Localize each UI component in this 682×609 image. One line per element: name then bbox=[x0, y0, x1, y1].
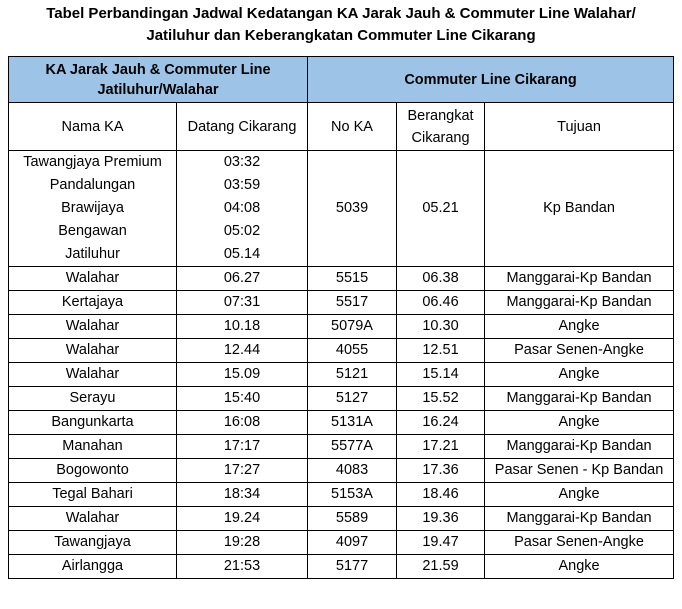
cell-berangkat: 06.38 bbox=[397, 267, 485, 291]
cell-nama-ka: Pandalungan bbox=[9, 174, 177, 197]
schedule-rows bbox=[9, 267, 674, 579]
cell-nama-ka: Tawangjaya Premium bbox=[9, 151, 177, 175]
cell-no-ka: 5577A bbox=[308, 435, 397, 459]
cell-berangkat: 19.36 bbox=[397, 507, 485, 531]
header-group-left-line-2: Jatiluhur/Walahar bbox=[97, 81, 219, 98]
cell-datang: 21:53 bbox=[177, 555, 308, 579]
table-row bbox=[9, 411, 674, 435]
cell-tujuan: Manggarai-Kp Bandan bbox=[485, 291, 674, 315]
cell-datang: 18:34 bbox=[177, 483, 308, 507]
column-header-nama-ka: Nama KA bbox=[9, 103, 177, 151]
cell-nama-ka: Walahar bbox=[9, 267, 177, 291]
cell-berangkat: 15.52 bbox=[397, 387, 485, 411]
table-row bbox=[9, 483, 674, 507]
title-line-1: Tabel Perbandingan Jadwal Kedatangan KA Jarak Jauh & Commuter Line Walahar/ bbox=[46, 5, 636, 22]
cell-datang: 06.27 bbox=[177, 267, 308, 291]
page-title bbox=[0, 0, 682, 47]
cell-berangkat-merged: 05.21 bbox=[397, 151, 485, 267]
cell-no-ka: 5079A bbox=[308, 315, 397, 339]
schedule-table bbox=[8, 56, 674, 579]
cell-tujuan: Angke bbox=[485, 483, 674, 507]
table-row bbox=[9, 387, 674, 411]
cell-no-ka: 5153A bbox=[308, 483, 397, 507]
header-group-ka-jarak-jauh bbox=[9, 57, 308, 103]
table-row bbox=[9, 507, 674, 531]
title-line-2: Jatiluhur dan Keberangkatan Commuter Line Cikarang bbox=[146, 27, 536, 44]
cell-tujuan: Pasar Senen - Kp Bandan bbox=[485, 459, 674, 483]
cell-berangkat: 12.51 bbox=[397, 339, 485, 363]
cell-nama-ka: Jatiluhur bbox=[9, 243, 177, 267]
cell-nama-ka: Bogowonto bbox=[9, 459, 177, 483]
cell-tujuan: Manggarai-Kp Bandan bbox=[485, 267, 674, 291]
cell-berangkat: 18.46 bbox=[397, 483, 485, 507]
cell-nama-ka: Walahar bbox=[9, 507, 177, 531]
cell-datang: 15.09 bbox=[177, 363, 308, 387]
table-row bbox=[9, 459, 674, 483]
column-header-datang-cikarang: Datang Cikarang bbox=[177, 103, 308, 151]
column-header-berangkat-line-1: Berangkat bbox=[407, 107, 474, 124]
cell-no-ka: 5127 bbox=[308, 387, 397, 411]
cell-no-ka: 4055 bbox=[308, 339, 397, 363]
cell-datang: 05:02 bbox=[177, 220, 308, 243]
cell-tujuan: Angke bbox=[485, 363, 674, 387]
table-row bbox=[9, 363, 674, 387]
cell-tujuan-merged: Kp Bandan bbox=[485, 151, 674, 267]
table-row bbox=[9, 267, 674, 291]
cell-datang: 04:08 bbox=[177, 197, 308, 220]
table-row bbox=[9, 555, 674, 579]
table-row bbox=[9, 531, 674, 555]
cell-datang: 15:40 bbox=[177, 387, 308, 411]
table-row bbox=[9, 339, 674, 363]
cell-datang: 19:28 bbox=[177, 531, 308, 555]
cell-berangkat: 06.46 bbox=[397, 291, 485, 315]
cell-nama-ka: Airlangga bbox=[9, 555, 177, 579]
cell-nama-ka: Walahar bbox=[9, 363, 177, 387]
cell-tujuan: Angke bbox=[485, 555, 674, 579]
column-header-no-ka: No KA bbox=[308, 103, 397, 151]
cell-nama-ka: Bengawan bbox=[9, 220, 177, 243]
cell-nama-ka: Serayu bbox=[9, 387, 177, 411]
cell-berangkat: 16.24 bbox=[397, 411, 485, 435]
table-row bbox=[9, 315, 674, 339]
cell-nama-ka: Kertajaya bbox=[9, 291, 177, 315]
cell-no-ka: 5121 bbox=[308, 363, 397, 387]
header-group-commuter-cikarang: Commuter Line Cikarang bbox=[308, 57, 674, 103]
cell-nama-ka: Brawijaya bbox=[9, 197, 177, 220]
table-row bbox=[9, 435, 674, 459]
table-row bbox=[9, 291, 674, 315]
cell-datang: 07:31 bbox=[177, 291, 308, 315]
cell-datang: 19.24 bbox=[177, 507, 308, 531]
cell-nama-ka: Tawangjaya bbox=[9, 531, 177, 555]
cell-berangkat: 19.47 bbox=[397, 531, 485, 555]
cell-berangkat: 10.30 bbox=[397, 315, 485, 339]
cell-tujuan: Pasar Senen-Angke bbox=[485, 339, 674, 363]
cell-datang: 03:59 bbox=[177, 174, 308, 197]
cell-nama-ka: Bangunkarta bbox=[9, 411, 177, 435]
cell-nama-ka: Manahan bbox=[9, 435, 177, 459]
cell-nama-ka: Walahar bbox=[9, 315, 177, 339]
cell-datang: 05.14 bbox=[177, 243, 308, 267]
cell-no-ka: 5589 bbox=[308, 507, 397, 531]
cell-tujuan: Manggarai-Kp Bandan bbox=[485, 435, 674, 459]
cell-no-ka: 5517 bbox=[308, 291, 397, 315]
cell-berangkat: 15.14 bbox=[397, 363, 485, 387]
cell-datang: 16:08 bbox=[177, 411, 308, 435]
cell-berangkat: 21.59 bbox=[397, 555, 485, 579]
cell-datang: 03:32 bbox=[177, 151, 308, 175]
cell-no-ka: 5131A bbox=[308, 411, 397, 435]
cell-tujuan: Manggarai-Kp Bandan bbox=[485, 387, 674, 411]
cell-no-ka: 4083 bbox=[308, 459, 397, 483]
cell-nama-ka: Walahar bbox=[9, 339, 177, 363]
cell-no-ka: 5177 bbox=[308, 555, 397, 579]
cell-datang: 12.44 bbox=[177, 339, 308, 363]
column-header-berangkat-line-2: Cikarang bbox=[411, 129, 470, 146]
cell-no-ka-merged: 5039 bbox=[308, 151, 397, 267]
cell-berangkat: 17.36 bbox=[397, 459, 485, 483]
cell-datang: 10.18 bbox=[177, 315, 308, 339]
cell-no-ka: 5515 bbox=[308, 267, 397, 291]
header-group-left-line-1: KA Jarak Jauh & Commuter Line bbox=[45, 61, 271, 78]
cell-nama-ka: Tegal Bahari bbox=[9, 483, 177, 507]
cell-tujuan: Manggarai-Kp Bandan bbox=[485, 507, 674, 531]
cell-datang: 17:27 bbox=[177, 459, 308, 483]
column-header-tujuan: Tujuan bbox=[485, 103, 674, 151]
cell-tujuan: Angke bbox=[485, 411, 674, 435]
cell-berangkat: 17.21 bbox=[397, 435, 485, 459]
column-header-berangkat-cikarang bbox=[397, 103, 485, 151]
cell-no-ka: 4097 bbox=[308, 531, 397, 555]
cell-datang: 17:17 bbox=[177, 435, 308, 459]
table-row bbox=[9, 151, 674, 175]
cell-tujuan: Angke bbox=[485, 315, 674, 339]
cell-tujuan: Pasar Senen-Angke bbox=[485, 531, 674, 555]
